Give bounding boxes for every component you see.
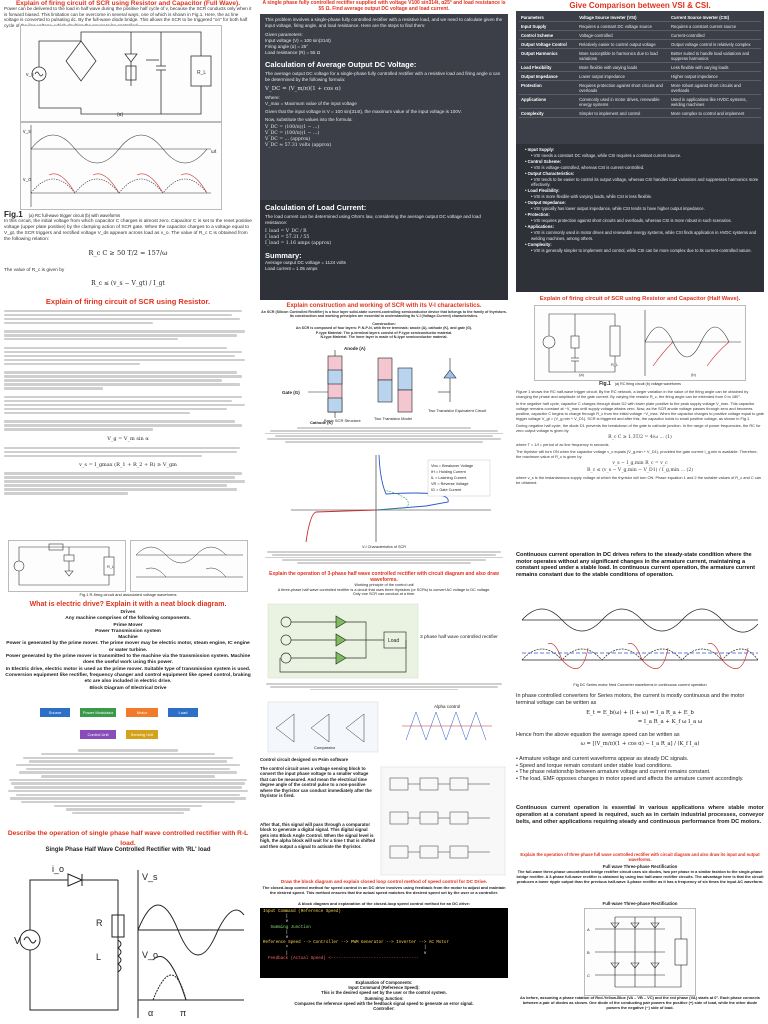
- table-cell-param: Output Harmonics: [519, 49, 577, 63]
- calc-iload-1: I_load = V_DC / R: [265, 229, 307, 234]
- hw-formula-2: v_s − I_g,min R_c = v_c: [612, 461, 668, 466]
- calc-alpha: Firing angle (α) = 25°: [265, 44, 309, 49]
- cmp-bullet-text: • VSI requires protection against short circuits and overloads, whereas CSI is more robust in such scenarios.: [531, 218, 759, 224]
- cc-bullets: [516, 756, 764, 802]
- fw3-bridge-figure: [584, 908, 696, 996]
- svg-text:(a): (a): [117, 112, 124, 118]
- calc-vmax: V_max = Maximum value of the input voltage: [265, 101, 357, 106]
- table-cell-vsi: Relatively easier to control output voltage: [577, 40, 669, 49]
- cmp-bullet-text: • VSI is commonly used in motor drives and renewable energy systems, while CSI finds application in HVDC systems and welding machines, among others.: [531, 230, 759, 241]
- calc-heading-summary: Summary:: [265, 251, 302, 260]
- cmp-bullet-text: • VSI typically has lower output impedance, while CSI tends to have higher output impedance.: [531, 206, 759, 212]
- cc-bullet-4: • The load, EMF opposes changes in motor speed and affects the armature current accordingly.: [516, 775, 744, 782]
- rc-fullwave-body: In this circuit, the initial voltage from which capacitor C charges is almost zero. Capacitor C is set to the reset positive voltage (upper plate positive) by the clamping action of SCR gate. When the capacitor charges to a voltage equal to V_gt, the SCR triggers and rectified voltage V_ds appears across load as v_o. The value of R_c C is obtained from the following relation:: [4, 219, 252, 242]
- term-line-3: v: [263, 920, 289, 925]
- cathode-label: Cathode (K): [310, 420, 333, 425]
- hw-formula-3: R_c ≤ (v_s − V_g,min − V_D1) / I_g,min ... (2): [586, 468, 694, 473]
- table-cell-param: Load Flexibility: [519, 63, 577, 72]
- cmp-bullet-heading: • Protection:: [525, 212, 759, 218]
- scr-construction-label: Construction:: [372, 322, 396, 326]
- ph-line-1: Working principle of the control unit: [354, 583, 414, 587]
- resistor-firing-caption: Fig.1 R-firing circuit and associated voltage waveforms: [79, 592, 177, 597]
- table-row: [519, 109, 761, 118]
- cc-text-3: Continuous current operation is essential in various applications where stable motor operation at a constant speed is required, such as in certain industrial processes, conveyor belts, and other applications requiring steady and continuous performance from DC motors.: [516, 805, 764, 825]
- ph-ctrl-body: [260, 766, 508, 878]
- halfwave-rl-figure: [8, 860, 248, 1022]
- cc-eq-3: ω = [(V_m/π)(1 + cos α) − I_a R_a] / (K_f I_a): [580, 741, 700, 747]
- cc-eq-2: = I_a R_a + K_f ω I_a ω: [637, 719, 703, 725]
- hw-fig-caption: (a) RC firing circuit (b) voltage waveforms: [614, 382, 681, 386]
- hw-para-3: During negative half cycle, the diode D1 prevents the breakdown of the gate to cathode junction. In the range of power frequencies, the RC for zero output voltage is given by: [516, 423, 761, 433]
- table-row: [519, 72, 761, 81]
- block-load: Load: [168, 708, 198, 717]
- svg-text:v_s: v_s: [23, 129, 31, 135]
- calc-intro: This problem involves a single-phase fully controlled rectifier with a resistive load, and we need to calculate given the input voltage, firing angle, and load resistance. Here are the steps to find them:: [265, 17, 503, 28]
- svg-text:V_o: V_o: [142, 950, 159, 960]
- calc-vin: Input voltage (V) = 100 sin(314t): [265, 38, 331, 43]
- table-cell-csi: Used in applications like HVDC systems, welding machines: [669, 95, 761, 109]
- term-line-8: ^ |: [263, 946, 427, 951]
- drive-line-2: Any machine comprises of the following components.: [65, 616, 191, 622]
- table-cell-csi: Less flexible with varying loads: [669, 63, 761, 72]
- scr-intro: An SCR (Silicon Controlled Rectifier) is a four layer solid-state current-controlling semiconductor device that belongs to the family of thyristors. Its construction and working principles are essential to understanding its V-I (Voltage-Current) characteristics.: [261, 310, 507, 319]
- term-line-10: Feedback (Actual Speed) <-----------------------------------: [263, 956, 419, 961]
- table-cell-csi: Current-controlled: [669, 31, 761, 40]
- table-header-vsi: Voltage Source Inverter (VSI): [577, 13, 669, 22]
- ph-text: [260, 583, 508, 601]
- loop-expl-6: Controller:: [373, 1006, 395, 1012]
- table-cell-vsi: Requires a constant DC voltage source: [577, 22, 669, 31]
- calc-panel-dark: [260, 14, 508, 200]
- cc-heading: Continuous current operation in DC drives refers to the steady-state condition where the motor operates without any significant changes in the armature current, maintaining a constant speed under a stable load. In continuous current operation, the armature current remains constant due to the stable conditions of operation.: [516, 552, 756, 578]
- legend-item-5: IG = Gate Current: [431, 488, 462, 492]
- column-middle: [256, 0, 512, 1024]
- calc-summary-2: Load current = 1.05 amps: [265, 266, 318, 271]
- drive-line-7: Power generated by the prime mover is transmitted to the machine via the transmission system. Machine does the useful work using this power.: [5, 654, 251, 666]
- cmp-bullet-text: • VSI is generally simpler to implement and control, while CSI can be more complex due to its current-controlled nature.: [531, 248, 759, 254]
- calc-current-text: The load current can be determined using Ohm's law, considering the average output DC voltage and load resistance:: [265, 214, 481, 225]
- ph-control-figure: [266, 700, 502, 755]
- table-row: [519, 95, 761, 109]
- column-right: [512, 0, 768, 1024]
- calc-step-3: V_DC = ... (approx): [265, 137, 311, 142]
- fig1-label: Fig.1: [4, 210, 23, 219]
- hw-fig-caption-row: [516, 381, 764, 387]
- electric-drive-text: [4, 610, 252, 705]
- hw-para-6: where v_s is the instantaneous supply voltage at which the thyristor will turn ON. Phase equation 1 and 2 the suitable values of R_c and C can be obtained.: [516, 475, 762, 485]
- scr-cap-3: Two Transistor Equivalent Circuit: [428, 408, 487, 413]
- svg-text:π: π: [180, 1008, 187, 1018]
- table-cell-vsi: Simpler to implement and control: [577, 109, 669, 118]
- vi-char-text: [260, 550, 508, 572]
- loop-expl-5: Compares the reference speed with the feedback signal speed to generate an error signal.: [294, 1000, 474, 1006]
- legend-item-3: IL = Latching Current: [431, 476, 467, 480]
- heading-rectifier-calc: A single phase fully controlled rectifier supplied with voltage V100 sin314t, α25° and load resistance is 55 Ω. Find average output DC voltage and load current.: [262, 0, 506, 12]
- block-control-unit: Control Unit: [80, 730, 116, 739]
- calc-iload-3: I_load = 1.16 amps (approx): [265, 241, 332, 246]
- heading-rc-fullwave: Explain of firing circuit of SCR using Resistor and Capacitor (Full Wave).: [15, 0, 241, 7]
- cc-bullet-1: • Armature voltage and current waveforms appear as steady DC signals.: [516, 756, 689, 762]
- hw-formula-1: R_c C ≥ 1.3T/2 = 4/ω ... (1): [608, 435, 672, 440]
- electric-drive-block-diagram: [40, 704, 216, 746]
- scr-construction: [260, 322, 508, 342]
- halfwave-rl-subtitle: Single Phase Half Wave Controlled Rectifier with 'RL' load: [45, 847, 211, 853]
- cmp-bullet-text: • VSI is voltage-controlled, whereas CSI is current-controlled.: [531, 165, 759, 171]
- calc-formula-text: The average output DC voltage for a single-phase fully controlled rectifier with a resistive load and firing angle α can be determined by the following formula:: [265, 71, 501, 82]
- vi-char-caption: V-I Characteristics of SCR: [361, 545, 407, 549]
- svg-text:R_L: R_L: [197, 70, 207, 76]
- block-motor: Motor: [126, 708, 158, 717]
- cmp-bullet-heading: • Input Supply:: [525, 147, 759, 153]
- formula-rc-max: R_c ≤ (v_s − V_gt) / I_gt: [91, 280, 165, 287]
- cmp-bullet-text: • VSI is more flexible with varying loads, while CSI is less flexible.: [531, 194, 759, 200]
- calc-step-4: V_DC ≈ 57.31 volts (approx): [265, 143, 332, 148]
- ph-waveform-text: [260, 682, 508, 698]
- loop-expl-1: Explanation of Components:: [355, 980, 413, 985]
- ph-line-2: A three-phase half wave controlled rectifier is a circuit that uses three thyristors (or SCRs) to convert AC voltage to DC voltage.: [277, 587, 491, 592]
- loop-text: The closed-loop control method for speed control in an DC drive involves using feedback from the motor to adjust and maintain the desired speed. This method ensures that the actual speed matches the desired speed set by the user or a controller.: [262, 885, 506, 895]
- calc-step-2: V_DC = (100/π)(1 − ...): [265, 131, 320, 136]
- svg-text:R_L: R_L: [611, 362, 619, 367]
- intro-rc-fullwave: Power can be delivered to the load in half wave during the positive half cycle of v, because the SCR conducts only when it is forward biased. This limitation can be overcome in several ways, one of which is shown in Fig.1. Here, the ac line voltage is converted to pulsating dc. By the full-wave diode bridge. This allows the SCR to be triggered "on" for both half cycle of the line voltage, which doubles the power to be controlled.: [4, 6, 252, 28]
- term-line-9: | v: [263, 951, 427, 956]
- table-cell-vsi: Requires protection against short circuits and overloads: [577, 81, 669, 95]
- term-line-6: v: [263, 936, 289, 941]
- heading-resistor-firing: Explain of firing circuit of SCR using Resistor.: [45, 297, 211, 306]
- drive-line-5: Machine: [118, 635, 138, 641]
- rc-halfwave-figure: [534, 305, 746, 381]
- rc-fullwave-circuit-figure: [20, 25, 222, 122]
- fw3-text: The full-wave three-phase uncontrolled bridge rectifier circuit uses six diodes, two per phase in a similar fashion to the single-phase bridge rectifier. A 3-phase full-wave rectifier is obtained by using two half-wave rectifier circuits. The advantage here is that the circuit produces a lower ripple output than the previous half-wave 3-phase rectifier as it has a frequency of six times the input AC waveform.: [516, 869, 764, 884]
- calc-step-1: V_DC = (100/π)(1 − ...): [265, 125, 320, 130]
- table-cell-param: Control Scheme: [519, 31, 577, 40]
- drive-line-8: In Electric drive, electric motor is used as the prime mover. Suitable type of transmission system is used.: [5, 666, 251, 672]
- cmp-bullet-heading: • Load Flexibility:: [525, 188, 759, 194]
- svg-text:L: L: [96, 952, 102, 962]
- rc-fullwave-waveforms: [20, 122, 222, 210]
- scr-vi-characteristic: [276, 450, 496, 545]
- svg-text:(b): (b): [691, 372, 696, 377]
- table-row: [519, 31, 761, 40]
- heading-halfwave-rl: Describe the operation of single phase half wave controlled rectifier with R-L load.: [7, 830, 249, 847]
- table-row: [519, 49, 761, 63]
- legend-item-1: Vbo = Breakover Voltage: [431, 464, 474, 468]
- ph-line-3: Only one SCR can conduct at a time.: [352, 592, 416, 597]
- table-header-param: Parameters: [519, 13, 577, 22]
- formula-rc: R_c C ≥ 50 T/2 = 157/ω: [88, 249, 168, 257]
- calc-where: Where:: [265, 95, 280, 100]
- table-cell-csi: Higher output impedance: [669, 72, 761, 81]
- term-line-2: |: [263, 915, 289, 920]
- heading-3ph-halfwave: Explain the operation of 3-phase half wave controlled rectifier with circuit diagram and also draw waveforms.: [269, 571, 499, 583]
- scr-cap-1: Basic SCR Structure: [324, 418, 361, 423]
- loop-terminal-diagram: [260, 908, 508, 978]
- term-line-5: |: [263, 930, 289, 935]
- table-cell-vsi: Voltage-controlled: [577, 31, 669, 40]
- heading-closed-loop: Draw the block diagram and explain closed loop control method of speed control for DC Drive.: [280, 879, 488, 884]
- resistor-firing-text: V_g = V_m sin α v_s = I_gmax (R_1 + R_2 + R) ≥ V_gm: [4, 308, 252, 538]
- cc-eq-1: E_t = E_b(ω) + (I + ω) = I_a R_a + E_b: [586, 710, 694, 716]
- table-cell-vsi: More susceptible to harmonics due to load variations: [577, 49, 669, 63]
- hw-para-5: The thyristor will turn ON when the capacitor voltage v_c equals (V_g,min + V_D1), provided the gate current I_g,min is available. Therefore, the maximum value of R_c is given by: [516, 449, 758, 459]
- drive-line-3: Prime Mover: [113, 622, 143, 628]
- fw3-text-2: As before, assuming a phase rotation of Red-Yellow-Blue (VA – VB – VC) and the red phase (VA) starts at 0°. Each phase connects between a pair of diodes as shown. One diode of the conducting pair powers the positive (+) side of load, while the other diode powers the negative (−) side of load.: [520, 995, 760, 1010]
- table-cell-csi: More robust against short circuits and overloads: [669, 81, 761, 95]
- loop-expl-4: Summing Junction:: [364, 995, 404, 1001]
- rc-value-text: The value of R_c is given by: [4, 268, 65, 273]
- svg-text:V: V: [14, 936, 21, 947]
- ph-ctrl-text: The control circuit uses a voltage sensing block to convert the input phase voltage to a smaller voltage that can be measured. And mean the electrical time degree angle of the control pulse to a non-positive where the thyristor can conduct immediately after the thyristor is fired.: [260, 766, 372, 799]
- table-cell-csi: More complex to control and implement: [669, 109, 761, 118]
- vsi-csi-table: [519, 13, 761, 118]
- hw-para-4: where T = 1/f = period of ac line frequency in seconds.: [516, 442, 610, 447]
- calc-iload-2: I_load = 57.31 / 55: [265, 235, 310, 240]
- column-left: [0, 0, 256, 1024]
- calc-heading-current: Calculation of Load Current:: [265, 203, 367, 212]
- svg-text:v_o: v_o: [23, 177, 32, 183]
- cmp-bullet-heading: • Output Impedance:: [525, 200, 759, 206]
- table-cell-csi: Requires a constant current source: [669, 22, 761, 31]
- heading-scr-vi: Explain construction and working of SCR with its V-I characteristics.: [286, 303, 482, 309]
- ph-load-label: Load: [388, 638, 400, 644]
- calc-r: Load resistance (R) = 55 Ω: [265, 50, 321, 55]
- calc-substitute: Now, substitute the values into the formula:: [265, 117, 353, 122]
- hw-body: [516, 389, 764, 549]
- table-cell-param: Input Supply: [519, 22, 577, 31]
- hw-para-1: Figure 1 shows the RC half-wave trigger circuit. By the RC network, a larger variation in the value of the firing angle can be obtained by changing the phase and amplitude of the gate current. By varying the resistor R_c, the firing angle can be extended from 0 to 180°.: [516, 389, 749, 399]
- loop-block-title: A block diagram and explanation of the closed-loop speed control method for an DC drive:: [297, 901, 471, 906]
- ph-alpha-title: Alpha control: [434, 704, 461, 709]
- table-cell-vsi: Commonly used in motor drives, renewable energy systems: [577, 95, 669, 109]
- cc-text: In phase controlled converters for Series motors, the current is mostly continuous and the motor terminal voltage can be written as: [516, 693, 745, 706]
- fig1-caption: (a) RC full-wave trigger circuit (b) with waveforms: [28, 213, 121, 218]
- block-sensing-unit: Sensing Unit: [126, 730, 158, 739]
- cc-bullet-3: • The phase relationship between armature voltage and current remains constant.: [516, 769, 711, 776]
- svg-text:R_L: R_L: [107, 564, 115, 569]
- vsi-csi-bullets-panel: [516, 144, 764, 292]
- scr-line-3: N-type Material: The inner layer is made of N-type semiconductor material.: [320, 335, 448, 340]
- ph-ctrl-title: Control circuit designed on Psim software: [260, 757, 349, 762]
- calc-given: Given parameters:: [265, 32, 303, 37]
- scr-working-text: [260, 426, 508, 448]
- svg-text:(a): (a): [579, 372, 584, 377]
- scr-cap-2: Two Transistor Model: [374, 416, 413, 421]
- calc-given-vmax: Given that the input voltage is V = 100 sin(314t), the maximum value of the input voltage is 100V.: [265, 109, 462, 114]
- calc-summary-1: Average output DC voltage = 1124 volts: [265, 260, 346, 265]
- resistor-firing-waveforms: [130, 540, 248, 592]
- drive-line-10: Block Diagram of Electrical Drive: [89, 685, 167, 691]
- block-source: Source: [40, 708, 70, 717]
- cmp-bullet-text: • VSI tends to be easier to control its output voltage, whereas CSI handles load variations and suppresses harmonics more effectively.: [531, 177, 759, 188]
- table-cell-csi: Output voltage control is relatively complex: [669, 40, 761, 49]
- scr-line-1: An SCR is composed of four layers: P-N-P-N, with three terminals: anode (A), cathode (K), and gate (G).: [295, 326, 473, 331]
- term-line-4: Summing Junction: [263, 925, 311, 930]
- calc-formula: V_DC = (V_m/π)(1 + cos α): [265, 86, 341, 92]
- hw-fig-label: Fig.1: [599, 381, 611, 387]
- svg-text:ωt: ωt: [211, 149, 217, 155]
- legend-item-4: VR = Reverse Voltage: [431, 482, 469, 486]
- heading-electric-drive: What is electric drive? Explain it with a neat block diagram.: [29, 601, 227, 608]
- cmp-bullet-heading: • Output Characteristics:: [525, 171, 759, 177]
- cc-bullet-2: • Speed and torque remain constant under stable load conditions.: [516, 762, 673, 769]
- table-header-csi: Current Source Inverter (CSI): [669, 13, 761, 22]
- block-power-modulator: Power Modulator: [80, 708, 116, 717]
- table-row: [519, 40, 761, 49]
- drive-line-1: Drives: [120, 610, 136, 615]
- table-cell-param: Applications: [519, 95, 577, 109]
- drive-line-9: Conversion equipment like rectifier, frequency changer and control equipment like speed control, braking etc are also included in electric drive.: [5, 672, 251, 685]
- table-cell-vsi: Lower output impedance: [577, 72, 669, 81]
- drive-line-6: Power is generated by the prime mover. The prime mover may be electric motor, steam engine, IC engine or water turbine.: [6, 641, 250, 653]
- term-line-7: Reference Speed --> Controller --> PWM Generator --> Inverter --> AC Motor: [263, 941, 449, 946]
- calc-heading-vdc: Calculation of Average Output DC Voltage:: [265, 60, 417, 69]
- ph-halfwave-circuit: [266, 602, 502, 680]
- cmp-bullet-text: • VSI needs a constant DC voltage, while CSI requires a constant current source.: [531, 153, 759, 159]
- cc-waveforms: [518, 598, 762, 682]
- table-row: [519, 22, 761, 31]
- cc-fig-caption: Fig DC Series motor fired Converter waveforms in continuous current operation: [573, 683, 707, 687]
- table-cell-param: Complexity: [519, 109, 577, 118]
- table-row: [519, 63, 761, 72]
- heading-vsi-csi: Give Comparison between VSI & CSI.: [569, 1, 711, 10]
- svg-text:i_o: i_o: [52, 864, 65, 874]
- vsi-csi-table-panel: [516, 11, 764, 144]
- electric-drive-details: [4, 748, 252, 830]
- fw3-subtitle-2: Full-wave Three-phase Rectification: [602, 901, 678, 906]
- fw3-subtitle: Full wave Three-phase Rectification: [602, 864, 678, 869]
- ph-ctrl-text-2: After that, this signal will pass through a comparator block to generate a digital signal. This digital signal gets into Block Angle Control. When the signal level is high, the alpha block will wait for a time t that is shifted and then output a signal to activate the thyristor.: [260, 822, 376, 849]
- resistor-firing-circuit: [8, 540, 126, 592]
- cmp-bullet-heading: • Control Scheme:: [525, 159, 759, 165]
- cmp-bullet-heading: • Applications:: [525, 224, 759, 230]
- calc-panel-current: [260, 200, 508, 300]
- ph-ctrl-circuit: [380, 766, 506, 876]
- svg-text:B: B: [587, 950, 590, 955]
- svg-text:C: C: [587, 973, 590, 978]
- heading-3ph-fullwave: Explain the operation of three phase full wave controlled rectifier with circuit diagram and also draw its input and output waveforms.: [520, 852, 760, 862]
- loop-explanation: [260, 980, 508, 1024]
- loop-expl-2: Input Command (Reference Speed):: [348, 985, 420, 991]
- svg-text:α: α: [148, 1008, 154, 1018]
- scr-structure-figure: [268, 342, 500, 422]
- table-cell-param: Output Impedance: [519, 72, 577, 81]
- ph-circuit-title: 3 phase half wave controlled rectifier: [420, 635, 498, 640]
- cmp-bullet-heading: • Complexity:: [525, 242, 759, 248]
- scr-line-2: P-type Material: The p-terminal layers consist of P-type semiconductor material.: [315, 330, 453, 335]
- heading-rc-halfwave: Explain of firing circuit of SCR using Resistor and Capacitor (Half Wave).: [539, 296, 741, 302]
- table-row: [519, 81, 761, 95]
- table-cell-vsi: More flexible with varying loads: [577, 63, 669, 72]
- table-cell-param: Output Voltage Control: [519, 40, 577, 49]
- gate-label: Gate (G): [282, 390, 300, 395]
- table-cell-csi: Better suited to handle load variations and suppress harmonics: [669, 49, 761, 63]
- svg-text:V_s: V_s: [142, 872, 158, 882]
- cc-text-2: Hence from the above equation the average speed can be written as: [516, 732, 680, 738]
- legend-item-2: IH = Holding Current: [431, 470, 466, 474]
- loop-expl-3: This is the desired speed set by the user or the control system.: [321, 990, 447, 996]
- ph-comparator-label: Comparator: [314, 745, 336, 750]
- table-cell-param: Protection: [519, 81, 577, 95]
- drive-line-4: Power Transmission system: [95, 628, 161, 634]
- hw-para-2: In the negative half cycle, capacitor C charges through diode D2 with lower plate positive to the peak supply voltage V_max. This capacitor voltage remains constant at −V_max until supply voltage attains zero. Now, as the SCR anode voltage passes through zero and becomes positive, capacitor C begins to charge through R_c from the initial voltage −V_max. When the capacitor charges to positive voltage equal to gate trigger voltage V_gt = (V_g,min + V_D1), SCR is triggered and after this, the capacitor holds to small positive voltage, as shown in Fig.1.: [516, 401, 764, 421]
- svg-text:v_s: v_s: [26, 72, 34, 78]
- term-line-1: Input Command (Reference Speed): [263, 910, 341, 914]
- svg-text:R: R: [96, 918, 103, 928]
- anode-label: Anode (A): [344, 346, 366, 351]
- svg-text:A: A: [587, 927, 590, 932]
